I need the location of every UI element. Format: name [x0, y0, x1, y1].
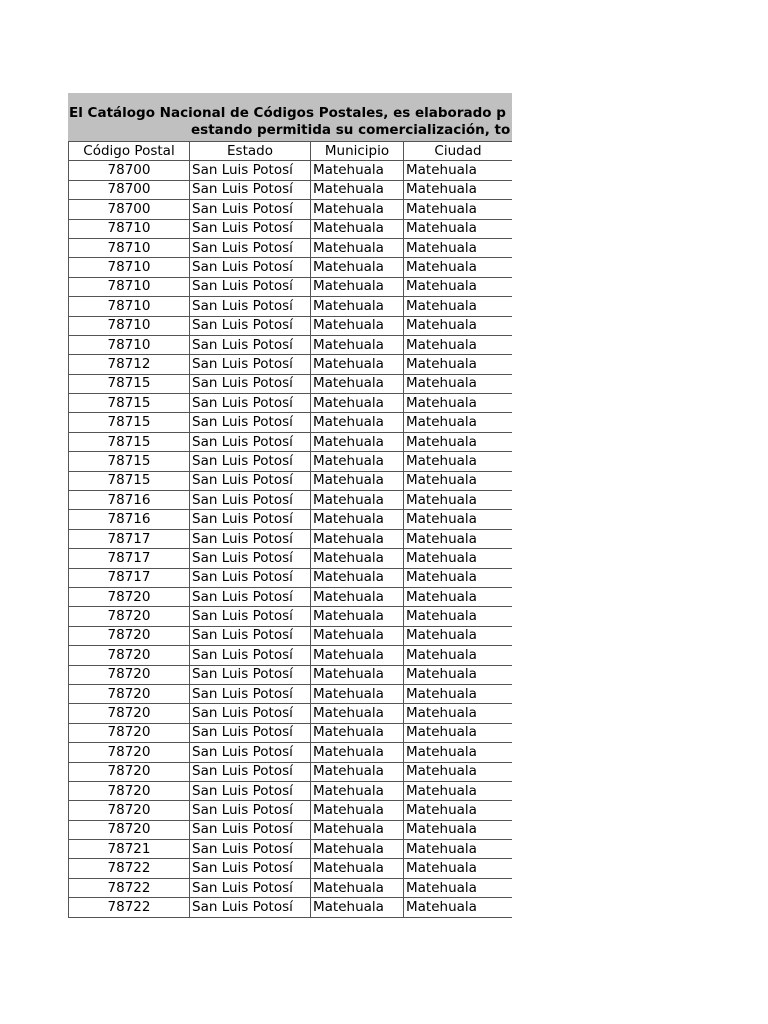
ciudad-cell: Matehuala: [404, 568, 513, 587]
estado-cell: San Luis Potosí: [190, 219, 311, 238]
ciudad-cell: Matehuala: [404, 840, 513, 859]
municipio-cell: Matehuala: [311, 665, 404, 684]
estado-cell: San Luis Potosí: [190, 238, 311, 257]
estado-cell: San Luis Potosí: [190, 607, 311, 626]
column-header-municipio: Municipio: [311, 142, 404, 161]
municipio-cell: Matehuala: [311, 801, 404, 820]
ciudad-cell: Matehuala: [404, 452, 513, 471]
ciudad-cell: Matehuala: [404, 587, 513, 606]
table-row: [69, 471, 513, 490]
table-row: [69, 781, 513, 800]
estado-cell: San Luis Potosí: [190, 801, 311, 820]
estado-cell: San Luis Potosí: [190, 432, 311, 451]
table-row: [69, 219, 513, 238]
ciudad-cell: Matehuala: [404, 607, 513, 626]
municipio-cell: Matehuala: [311, 258, 404, 277]
table-row: [69, 549, 513, 568]
codigo-postal-cell: 78720: [69, 743, 190, 762]
ciudad-cell: Matehuala: [404, 646, 513, 665]
ciudad-cell: Matehuala: [404, 743, 513, 762]
table-row: [69, 355, 513, 374]
ciudad-cell: Matehuala: [404, 432, 513, 451]
ciudad-cell: Matehuala: [404, 238, 513, 257]
table-row: [69, 743, 513, 762]
municipio-cell: Matehuala: [311, 529, 404, 548]
ciudad-cell: Matehuala: [404, 549, 513, 568]
municipio-cell: Matehuala: [311, 491, 404, 510]
estado-cell: San Luis Potosí: [190, 781, 311, 800]
table-row: [69, 859, 513, 878]
estado-cell: San Luis Potosí: [190, 316, 311, 335]
codigo-postal-cell: 78720: [69, 626, 190, 645]
codigo-postal-cell: 78720: [69, 801, 190, 820]
ciudad-cell: Matehuala: [404, 510, 513, 529]
ciudad-cell: Matehuala: [404, 316, 513, 335]
table-row: [69, 801, 513, 820]
table-row: [69, 200, 513, 219]
codigo-postal-cell: 78721: [69, 840, 190, 859]
codigo-postal-cell: 78715: [69, 394, 190, 413]
estado-cell: San Luis Potosí: [190, 684, 311, 703]
table-row: [69, 704, 513, 723]
column-header-ciudad: Ciudad: [404, 142, 513, 161]
municipio-cell: Matehuala: [311, 510, 404, 529]
table-body: [69, 161, 513, 917]
table-row: [69, 840, 513, 859]
municipio-cell: Matehuala: [311, 335, 404, 354]
postal-code-table: [68, 141, 512, 918]
ciudad-cell: Matehuala: [404, 413, 513, 432]
table-row: [69, 684, 513, 703]
codigo-postal-cell: 78700: [69, 200, 190, 219]
ciudad-cell: Matehuala: [404, 801, 513, 820]
municipio-cell: Matehuala: [311, 452, 404, 471]
municipio-cell: Matehuala: [311, 471, 404, 490]
municipio-cell: Matehuala: [311, 277, 404, 296]
estado-cell: San Luis Potosí: [190, 743, 311, 762]
municipio-cell: Matehuala: [311, 781, 404, 800]
municipio-cell: Matehuala: [311, 723, 404, 742]
codigo-postal-cell: 78716: [69, 510, 190, 529]
estado-cell: San Luis Potosí: [190, 200, 311, 219]
codigo-postal-cell: 78715: [69, 471, 190, 490]
codigo-postal-cell: 78700: [69, 180, 190, 199]
table-row: [69, 665, 513, 684]
estado-cell: San Luis Potosí: [190, 529, 311, 548]
estado-cell: San Luis Potosí: [190, 762, 311, 781]
estado-cell: San Luis Potosí: [190, 452, 311, 471]
estado-cell: San Luis Potosí: [190, 335, 311, 354]
header-row: [69, 142, 513, 161]
ciudad-cell: Matehuala: [404, 898, 513, 917]
estado-cell: San Luis Potosí: [190, 568, 311, 587]
codigo-postal-cell: 78717: [69, 529, 190, 548]
municipio-cell: Matehuala: [311, 704, 404, 723]
ciudad-cell: Matehuala: [404, 684, 513, 703]
municipio-cell: Matehuala: [311, 180, 404, 199]
table-row: [69, 587, 513, 606]
ciudad-cell: Matehuala: [404, 200, 513, 219]
estado-cell: San Luis Potosí: [190, 510, 311, 529]
estado-cell: San Luis Potosí: [190, 161, 311, 180]
table-row: [69, 452, 513, 471]
codigo-postal-cell: 78710: [69, 335, 190, 354]
table-row: [69, 568, 513, 587]
ciudad-cell: Matehuala: [404, 471, 513, 490]
estado-cell: San Luis Potosí: [190, 878, 311, 897]
table-row: [69, 161, 513, 180]
codigo-postal-cell: 78715: [69, 374, 190, 393]
municipio-cell: Matehuala: [311, 316, 404, 335]
codigo-postal-cell: 78720: [69, 723, 190, 742]
table-row: [69, 374, 513, 393]
codigo-postal-cell: 78710: [69, 219, 190, 238]
codigo-postal-cell: 78715: [69, 432, 190, 451]
ciudad-cell: Matehuala: [404, 529, 513, 548]
ciudad-cell: Matehuala: [404, 626, 513, 645]
municipio-cell: Matehuala: [311, 568, 404, 587]
municipio-cell: Matehuala: [311, 413, 404, 432]
municipio-cell: Matehuala: [311, 898, 404, 917]
codigo-postal-cell: 78710: [69, 297, 190, 316]
codigo-postal-cell: 78717: [69, 549, 190, 568]
codigo-postal-cell: 78720: [69, 820, 190, 839]
ciudad-cell: Matehuala: [404, 277, 513, 296]
catalog-banner: [68, 93, 512, 141]
banner-line-2: estando permitida su comercialización, to: [191, 122, 511, 138]
ciudad-cell: Matehuala: [404, 859, 513, 878]
codigo-postal-cell: 78712: [69, 355, 190, 374]
codigo-postal-cell: 78720: [69, 684, 190, 703]
estado-cell: San Luis Potosí: [190, 840, 311, 859]
ciudad-cell: Matehuala: [404, 723, 513, 742]
codigo-postal-cell: 78722: [69, 878, 190, 897]
ciudad-cell: Matehuala: [404, 374, 513, 393]
table-row: [69, 878, 513, 897]
ciudad-cell: Matehuala: [404, 491, 513, 510]
municipio-cell: Matehuala: [311, 840, 404, 859]
estado-cell: San Luis Potosí: [190, 413, 311, 432]
table-row: [69, 762, 513, 781]
codigo-postal-cell: 78720: [69, 646, 190, 665]
table-row: [69, 297, 513, 316]
table-row: [69, 723, 513, 742]
municipio-cell: Matehuala: [311, 646, 404, 665]
codigo-postal-cell: 78722: [69, 859, 190, 878]
estado-cell: San Luis Potosí: [190, 277, 311, 296]
municipio-cell: Matehuala: [311, 200, 404, 219]
table-row: [69, 529, 513, 548]
municipio-cell: Matehuala: [311, 859, 404, 878]
codigo-postal-cell: 78716: [69, 491, 190, 510]
codigo-postal-cell: 78700: [69, 161, 190, 180]
municipio-cell: Matehuala: [311, 238, 404, 257]
estado-cell: San Luis Potosí: [190, 549, 311, 568]
municipio-cell: Matehuala: [311, 394, 404, 413]
estado-cell: San Luis Potosí: [190, 859, 311, 878]
codigo-postal-cell: 78720: [69, 762, 190, 781]
ciudad-cell: Matehuala: [404, 161, 513, 180]
table-row: [69, 626, 513, 645]
codigo-postal-cell: 78722: [69, 898, 190, 917]
table-row: [69, 277, 513, 296]
codigo-postal-cell: 78720: [69, 665, 190, 684]
table-row: [69, 335, 513, 354]
spreadsheet: [68, 93, 512, 918]
municipio-cell: Matehuala: [311, 161, 404, 180]
municipio-cell: Matehuala: [311, 297, 404, 316]
estado-cell: San Luis Potosí: [190, 704, 311, 723]
municipio-cell: Matehuala: [311, 219, 404, 238]
municipio-cell: Matehuala: [311, 626, 404, 645]
municipio-cell: Matehuala: [311, 684, 404, 703]
ciudad-cell: Matehuala: [404, 820, 513, 839]
estado-cell: San Luis Potosí: [190, 723, 311, 742]
estado-cell: San Luis Potosí: [190, 820, 311, 839]
table-row: [69, 316, 513, 335]
municipio-cell: Matehuala: [311, 355, 404, 374]
table-row: [69, 491, 513, 510]
ciudad-cell: Matehuala: [404, 258, 513, 277]
table-row: [69, 180, 513, 199]
codigo-postal-cell: 78720: [69, 607, 190, 626]
municipio-cell: Matehuala: [311, 587, 404, 606]
ciudad-cell: Matehuala: [404, 355, 513, 374]
ciudad-cell: Matehuala: [404, 704, 513, 723]
estado-cell: San Luis Potosí: [190, 898, 311, 917]
municipio-cell: Matehuala: [311, 607, 404, 626]
column-header-codigo-postal: Código Postal: [69, 142, 190, 161]
table-row: [69, 646, 513, 665]
codigo-postal-cell: 78720: [69, 781, 190, 800]
estado-cell: San Luis Potosí: [190, 665, 311, 684]
codigo-postal-cell: 78710: [69, 258, 190, 277]
estado-cell: San Luis Potosí: [190, 491, 311, 510]
estado-cell: San Luis Potosí: [190, 394, 311, 413]
estado-cell: San Luis Potosí: [190, 258, 311, 277]
ciudad-cell: Matehuala: [404, 665, 513, 684]
municipio-cell: Matehuala: [311, 762, 404, 781]
municipio-cell: Matehuala: [311, 549, 404, 568]
table-row: [69, 413, 513, 432]
estado-cell: San Luis Potosí: [190, 626, 311, 645]
ciudad-cell: Matehuala: [404, 335, 513, 354]
ciudad-cell: Matehuala: [404, 762, 513, 781]
estado-cell: San Luis Potosí: [190, 180, 311, 199]
municipio-cell: Matehuala: [311, 432, 404, 451]
estado-cell: San Luis Potosí: [190, 587, 311, 606]
codigo-postal-cell: 78720: [69, 587, 190, 606]
table-row: [69, 258, 513, 277]
codigo-postal-cell: 78720: [69, 704, 190, 723]
estado-cell: San Luis Potosí: [190, 297, 311, 316]
ciudad-cell: Matehuala: [404, 219, 513, 238]
municipio-cell: Matehuala: [311, 820, 404, 839]
ciudad-cell: Matehuala: [404, 394, 513, 413]
table-row: [69, 432, 513, 451]
table-row: [69, 394, 513, 413]
ciudad-cell: Matehuala: [404, 180, 513, 199]
table-row: [69, 820, 513, 839]
municipio-cell: Matehuala: [311, 878, 404, 897]
ciudad-cell: Matehuala: [404, 297, 513, 316]
municipio-cell: Matehuala: [311, 743, 404, 762]
estado-cell: San Luis Potosí: [190, 646, 311, 665]
column-header-estado: Estado: [190, 142, 311, 161]
municipio-cell: Matehuala: [311, 374, 404, 393]
codigo-postal-cell: 78710: [69, 316, 190, 335]
codigo-postal-cell: 78710: [69, 238, 190, 257]
table-row: [69, 510, 513, 529]
codigo-postal-cell: 78717: [69, 568, 190, 587]
table-row: [69, 607, 513, 626]
ciudad-cell: Matehuala: [404, 781, 513, 800]
table-row: [69, 238, 513, 257]
banner-line-1: El Catálogo Nacional de Códigos Postales, es elaborado p: [69, 105, 506, 121]
codigo-postal-cell: 78710: [69, 277, 190, 296]
estado-cell: San Luis Potosí: [190, 374, 311, 393]
codigo-postal-cell: 78715: [69, 413, 190, 432]
codigo-postal-cell: 78715: [69, 452, 190, 471]
estado-cell: San Luis Potosí: [190, 471, 311, 490]
estado-cell: San Luis Potosí: [190, 355, 311, 374]
table-row: [69, 898, 513, 917]
ciudad-cell: Matehuala: [404, 878, 513, 897]
